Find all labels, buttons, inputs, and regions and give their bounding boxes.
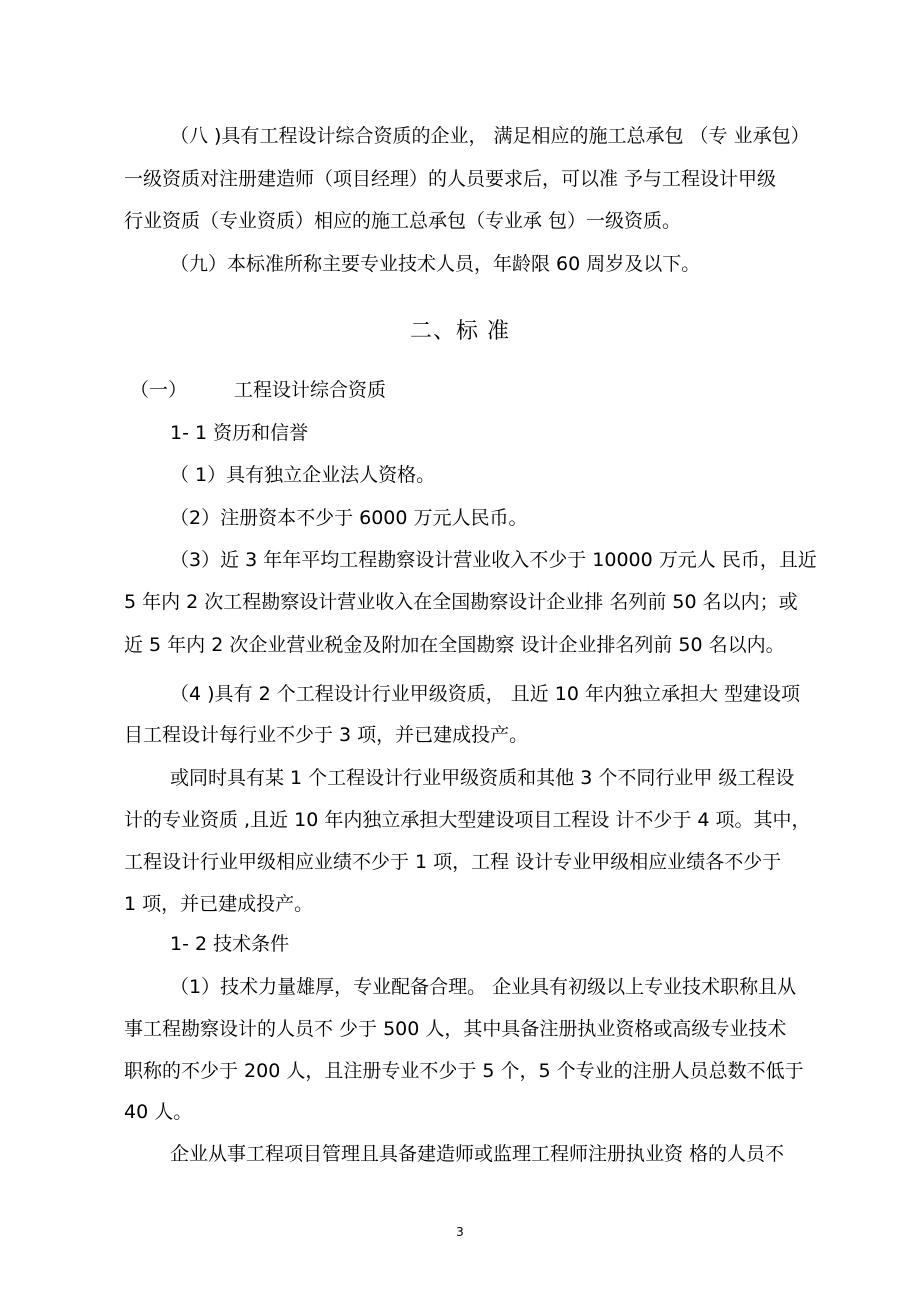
item-1-1-para-5-line-1: 或同时具有某 1 个工程设计行业甲级资质和其他 3 个不同行业甲 级工程设: [170, 767, 795, 789]
item-1-1-para-3-line-2: 5 年内 2 次工程勘察设计营业收入在全国勘察设计企业排 名列前 50 名以内；或: [124, 591, 798, 613]
item-1-1-para-5-line-3: 工程设计行业甲级相应业绩不少于 1 项，工程 设计专业甲级相应业绩各不少于: [124, 851, 782, 873]
item-1-1-para-3-line-3: 近 5 年内 2 次企业营业税金及附加在全国勘察 设计企业排名列前 50 名以内。: [124, 634, 785, 656]
item-1-1-para-1: （ 1）具有独立企业法人资格。: [170, 464, 436, 486]
subsection-title: 工程设计综合资质: [234, 379, 387, 401]
item-1-2-para-1-line-4: 40 人。: [124, 1101, 193, 1123]
item-1-1-para-2: （2）注册资本不少于 6000 万元人民币。: [170, 507, 528, 529]
paragraph-8-line-1: （八 )具有工程设计综合资质的企业， 满足相应的施工总承包 （专 业承包）: [170, 125, 810, 147]
paragraph-9-line-1: （九）本标准所称主要专业技术人员，年龄限 60 周岁及以下。: [170, 253, 701, 275]
item-1-1-para-4-line-2: 目工程设计每行业不少于 3 项，并已建成投产。: [124, 724, 529, 746]
item-1-2-para-2-line-1: 企业从事工程项目管理且具备建造师或监理工程师注册执业资 格的人员不: [170, 1143, 785, 1165]
item-1-1-para-4-line-1: （4 )具有 2 个工程设计行业甲级资质， 且近 10 年内独立承担大 型建设项: [170, 683, 801, 705]
section-heading: 二、标 准: [410, 319, 510, 344]
page-number: 3: [456, 1225, 464, 1239]
item-1-2-para-1-line-3: 职称的不少于 200 人，且注册专业不少于 5 个，5 个专业的注册人员总数不低于: [124, 1060, 804, 1082]
item-1-1-para-5-line-4: 1 项，并已建成投产。: [124, 893, 314, 915]
item-1-2-para-1-line-1: （1）技术力量雄厚，专业配备合理。 企业具有初级以上专业技术职称且从: [170, 976, 797, 998]
item-1-2-para-1-line-2: 事工程勘察设计的人员不 少于 500 人，其中具备注册执业资格或高级专业技术: [124, 1018, 787, 1040]
paragraph-8-line-2: 一级资质对注册建造师（项目经理）的人员要求后，可以准 予与工程设计甲级: [124, 168, 777, 190]
item-1-2-title: 1- 2 技术条件: [170, 933, 290, 955]
item-1-1-title: 1- 1 资历和信誉: [170, 422, 309, 444]
subsection-number: （一）: [130, 379, 188, 401]
item-1-1-para-5-line-2: 计的专业资质 ,且近 10 年内独立承担大型建设项目工程设 计不少于 4 项。其中，: [124, 809, 811, 831]
paragraph-8-line-3: 行业资质（专业资质）相应的施工总承包（专业承 包）一级资质。: [124, 210, 682, 232]
item-1-1-para-3-line-1: （3）近 3 年年平均工程勘察设计营业收入不少于 10000 万元人 民币，且近: [170, 549, 817, 571]
